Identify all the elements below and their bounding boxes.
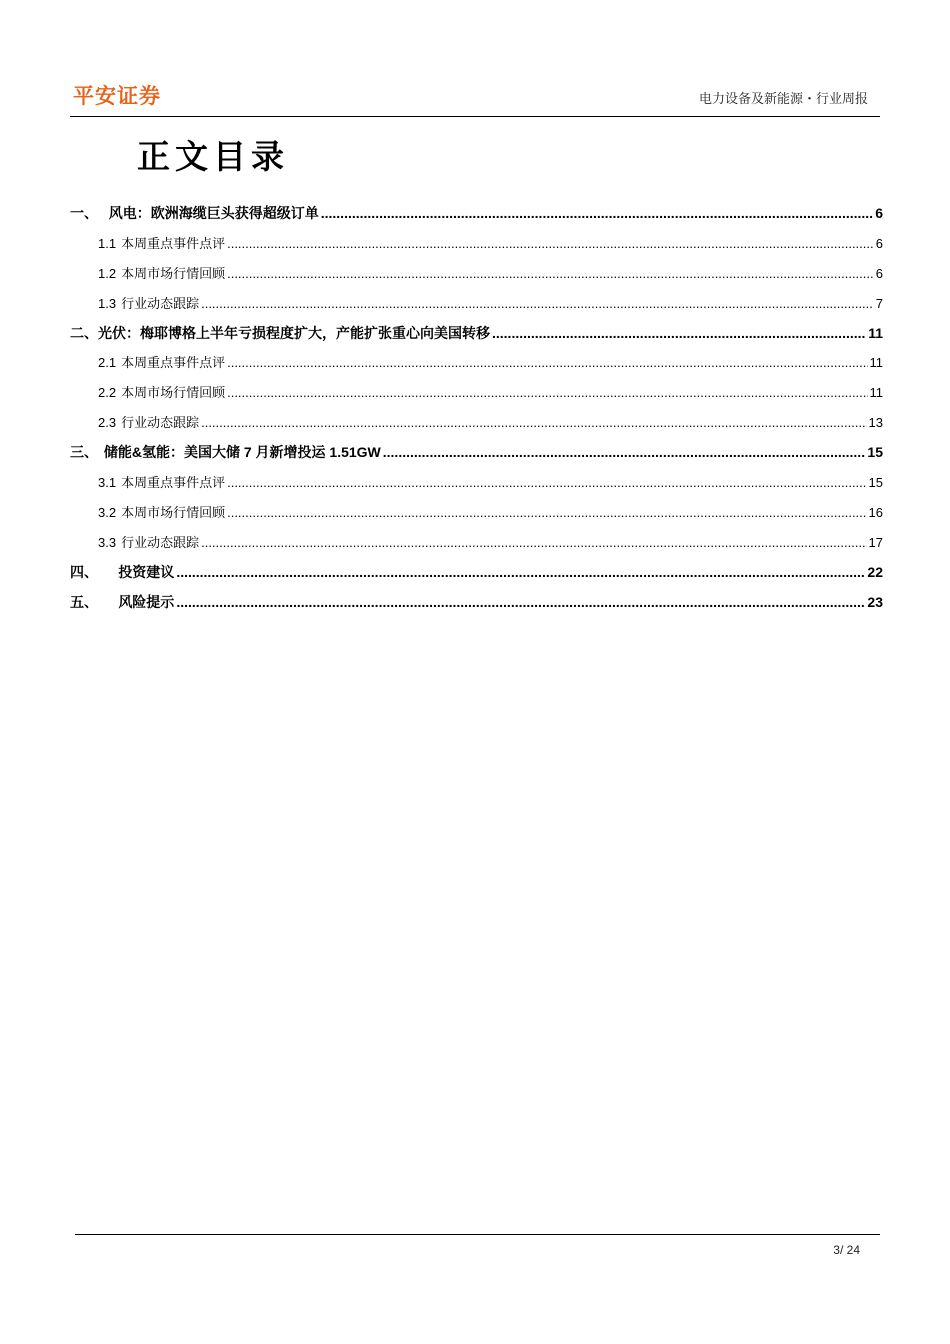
table-of-contents xyxy=(70,199,883,617)
toc-entry-number: 五、 xyxy=(70,593,98,610)
dot-leader xyxy=(227,468,866,498)
dot-leader xyxy=(227,378,867,408)
dot-leader xyxy=(227,259,874,289)
toc-entry-number: 3.2 xyxy=(98,504,117,520)
toc-entry-page: 15 xyxy=(868,475,883,491)
dot-leader xyxy=(176,588,865,618)
toc-entry-label: 行业动态跟踪 xyxy=(121,415,200,431)
dot-leader xyxy=(201,289,874,319)
toc-entry-label: 行业动态跟踪 xyxy=(121,295,200,311)
toc-entry-page: 6 xyxy=(875,265,883,281)
toc-entry-2-3[interactable] xyxy=(70,408,883,438)
toc-entry-label: 本周重点事件点评 xyxy=(121,235,226,251)
toc-entry-number: 3.1 xyxy=(98,475,117,491)
toc-entry-number: 2.1 xyxy=(98,355,117,371)
toc-entry-page: 11 xyxy=(869,385,883,401)
page-indicator: 3/ 24 xyxy=(833,1243,860,1257)
toc-entry-page: 23 xyxy=(867,593,883,610)
toc-entry-number: 1.3 xyxy=(98,295,117,311)
toc-entry-3-3[interactable] xyxy=(70,528,883,558)
toc-entry-number: 四、 xyxy=(70,563,98,580)
toc-entry-label: 本周市场行情回顾 xyxy=(121,504,226,520)
toc-entry-label: 本周市场行情回顾 xyxy=(121,385,226,401)
toc-entry-1[interactable] xyxy=(70,199,883,229)
toc-entry-number: 三、 xyxy=(70,444,98,461)
toc-entry-page: 11 xyxy=(868,324,883,341)
dot-leader xyxy=(383,438,866,468)
toc-entry-1-2[interactable] xyxy=(70,259,883,289)
toc-entry-number: 2.2 xyxy=(98,385,117,401)
toc-entry-4[interactable] xyxy=(70,558,883,588)
toc-entry-page: 11 xyxy=(869,355,883,371)
toc-entry-label: 行业动态跟踪 xyxy=(121,534,200,550)
dot-leader xyxy=(176,558,865,588)
dot-leader xyxy=(201,528,866,558)
footer-divider xyxy=(75,1234,880,1235)
toc-title: 正文目录 xyxy=(137,137,289,176)
toc-entry-page: 22 xyxy=(867,563,883,580)
toc-entry-label: 本周重点事件点评 xyxy=(121,355,226,371)
toc-entry-2-2[interactable] xyxy=(70,378,883,408)
toc-entry-number: 一、 xyxy=(70,205,98,221)
dot-leader xyxy=(227,348,867,378)
toc-entry-page: 15 xyxy=(867,444,883,461)
toc-entry-1-1[interactable] xyxy=(70,229,883,259)
toc-entry-label: 储能&氢能：美国大储 7 月新增投运 1.51GW xyxy=(103,444,381,461)
dot-leader xyxy=(227,498,866,528)
toc-entry-page: 16 xyxy=(868,504,883,520)
toc-entry-3[interactable] xyxy=(70,438,883,468)
toc-entry-number: 二、 xyxy=(70,324,98,341)
toc-entry-3-2[interactable] xyxy=(70,498,883,528)
toc-entry-2[interactable] xyxy=(70,319,883,349)
toc-entry-3-1[interactable] xyxy=(70,468,883,498)
dot-leader xyxy=(321,199,873,229)
toc-entry-page: 6 xyxy=(875,205,883,221)
dot-leader xyxy=(227,229,874,259)
toc-entry-number: 1.1 xyxy=(98,235,117,251)
toc-entry-2-1[interactable] xyxy=(70,348,883,378)
toc-entry-page: 6 xyxy=(875,235,883,251)
dot-leader xyxy=(201,408,866,438)
toc-entry-page: 13 xyxy=(868,415,883,431)
toc-entry-1-3[interactable] xyxy=(70,289,883,319)
toc-entry-5[interactable] xyxy=(70,588,883,618)
toc-entry-number: 2.3 xyxy=(98,415,117,431)
toc-entry-number: 3.3 xyxy=(98,534,117,550)
toc-entry-page: 17 xyxy=(868,534,883,550)
dot-leader xyxy=(492,319,866,349)
toc-entry-page: 7 xyxy=(875,295,883,311)
toc-entry-number: 1.2 xyxy=(98,265,117,281)
report-type: 电力设备及新能源・行业周报 xyxy=(698,91,868,106)
header-divider xyxy=(70,116,880,117)
toc-entry-label: 本周市场行情回顾 xyxy=(121,265,226,281)
toc-entry-label: 风险提示 xyxy=(118,593,175,610)
toc-entry-label: 风电：欧洲海缆巨头获得超级订单 xyxy=(108,205,319,221)
toc-entry-label: 投资建议 xyxy=(118,563,175,580)
toc-entry-label: 光伏：梅耶博格上半年亏损程度扩大，产能扩张重心向美国转移 xyxy=(98,324,490,341)
toc-entry-label: 本周重点事件点评 xyxy=(121,475,226,491)
company-logo: 平安证券 xyxy=(73,84,161,108)
